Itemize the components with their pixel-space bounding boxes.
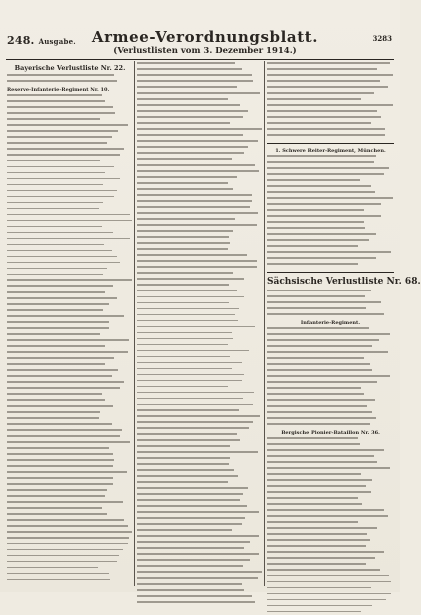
column-1 <box>7 61 133 592</box>
regiment-heading: Infanterie-Regiment. <box>300 320 361 327</box>
text-line <box>267 611 394 615</box>
text-line <box>267 369 394 374</box>
text-line <box>267 509 394 514</box>
text-line <box>267 539 394 544</box>
text-line <box>137 565 263 570</box>
text-line <box>137 182 263 187</box>
text-line <box>137 541 263 546</box>
text-line <box>267 209 394 214</box>
text-line <box>267 128 394 133</box>
casualty-list <box>137 62 263 605</box>
text-line <box>267 167 394 172</box>
text-line <box>137 589 263 594</box>
text-line <box>267 587 394 592</box>
text-line <box>137 350 263 355</box>
text-line <box>137 260 263 265</box>
text-line <box>267 423 394 428</box>
text-line <box>267 387 394 392</box>
casualty-list <box>267 62 394 138</box>
text-line <box>7 244 133 249</box>
casualty-list <box>267 155 394 267</box>
text-line <box>267 301 394 306</box>
text-line <box>267 221 394 226</box>
text-line <box>7 513 133 518</box>
text-line <box>267 551 394 556</box>
text-line <box>267 327 394 332</box>
page-number: 3283 <box>372 34 392 43</box>
text-line <box>7 124 133 129</box>
text-line <box>137 74 263 79</box>
text-line <box>267 443 394 448</box>
text-line <box>7 441 133 446</box>
text-line <box>137 272 263 277</box>
section-rule <box>267 143 394 144</box>
text-line <box>267 461 394 466</box>
text-line <box>267 333 394 338</box>
text-line <box>267 203 394 208</box>
text-line <box>7 579 133 584</box>
text-line <box>7 112 133 117</box>
text-line <box>7 208 133 213</box>
text-line <box>267 245 394 250</box>
text-line <box>267 104 394 109</box>
text-line <box>7 561 133 566</box>
text-line <box>137 224 263 229</box>
text-line <box>137 481 263 486</box>
text-line <box>137 409 263 414</box>
text-line <box>267 411 394 416</box>
text-line <box>267 345 394 350</box>
text-line <box>267 437 394 442</box>
text-line <box>137 583 263 588</box>
text-line <box>267 122 394 127</box>
text-line <box>7 501 133 506</box>
text-line <box>7 130 133 135</box>
text-line <box>267 393 394 398</box>
text-line <box>7 148 133 153</box>
header-rule <box>6 59 394 60</box>
text-line <box>267 173 394 178</box>
text-line <box>267 191 394 196</box>
section-rule <box>267 272 394 273</box>
text-line <box>137 194 263 199</box>
text-line <box>7 465 133 470</box>
section-title-saxon: Sächsische Verlustliste Nr. 68. <box>267 276 421 287</box>
text-line <box>137 152 263 157</box>
text-line <box>7 567 133 572</box>
text-line <box>7 285 133 290</box>
text-line <box>7 495 133 500</box>
text-line <box>7 178 133 183</box>
text-line <box>267 473 394 478</box>
text-line <box>137 445 263 450</box>
text-line <box>137 344 263 349</box>
text-line <box>7 309 133 314</box>
text-line <box>137 499 263 504</box>
regiment-heading: Bergische Pionier-Bataillon Nr. 36. <box>281 429 380 436</box>
text-line <box>137 296 263 301</box>
text-line <box>7 291 133 296</box>
text-line <box>267 98 394 103</box>
text-line <box>267 521 394 526</box>
text-line <box>137 559 263 564</box>
text-line <box>267 381 394 386</box>
text-line <box>7 477 133 482</box>
text-line <box>137 254 263 259</box>
casualty-list <box>7 94 133 583</box>
text-line <box>137 493 263 498</box>
text-line <box>7 297 133 302</box>
page-subtitle: (Verlustlisten vom 3. Dezember 1914.) <box>113 46 297 56</box>
text-line <box>7 274 133 279</box>
text-line <box>137 170 263 175</box>
text-line <box>137 511 263 516</box>
text-line <box>267 92 394 97</box>
regiment-heading: 1. Schwere Reiter-Regiment, München. <box>275 147 386 154</box>
text-line <box>137 362 263 367</box>
text-line <box>137 601 263 606</box>
text-line <box>137 266 263 271</box>
text-line <box>137 368 263 373</box>
text-line <box>267 599 394 604</box>
text-line <box>7 369 133 374</box>
text-line <box>137 398 263 403</box>
text-line <box>7 202 133 207</box>
text-line <box>7 459 133 464</box>
text-line <box>137 134 263 139</box>
text-line <box>7 100 133 105</box>
text-line <box>267 575 394 580</box>
text-line <box>7 429 133 434</box>
text-line <box>7 303 133 308</box>
text-line <box>267 251 394 256</box>
text-line <box>7 555 133 560</box>
text-line <box>7 405 133 410</box>
text-line <box>7 471 133 476</box>
text-line <box>267 545 394 550</box>
text-line <box>7 411 133 416</box>
text-line <box>7 537 133 542</box>
text-line <box>7 226 133 231</box>
text-line <box>137 374 263 379</box>
text-line <box>267 375 394 380</box>
text-line <box>267 339 394 344</box>
text-line <box>137 421 263 426</box>
issue-label: Ausgabe. <box>38 37 76 46</box>
text-line <box>137 302 263 307</box>
text-line <box>267 515 394 520</box>
text-line <box>267 313 394 318</box>
text-line <box>267 485 394 490</box>
text-line <box>137 92 263 97</box>
text-line <box>267 233 394 238</box>
text-line <box>267 605 394 610</box>
text-line <box>7 387 133 392</box>
text-line <box>7 525 133 530</box>
text-line <box>137 284 263 289</box>
text-line <box>7 363 133 368</box>
text-line <box>137 116 263 121</box>
text-line <box>267 491 394 496</box>
section-title-bavarian: Bayerische Verlustliste Nr. 22. <box>14 64 126 72</box>
text-line <box>137 86 263 91</box>
text-line <box>7 279 133 284</box>
text-line <box>7 268 133 273</box>
text-line <box>137 404 263 409</box>
text-line <box>137 236 263 241</box>
text-line <box>7 250 133 255</box>
text-line <box>137 278 263 283</box>
text-line <box>137 62 263 67</box>
casualty-list <box>267 327 394 427</box>
text-line <box>137 332 263 337</box>
text-line <box>137 218 263 223</box>
text-line <box>137 140 263 145</box>
text-line <box>7 321 133 326</box>
text-line <box>7 166 133 171</box>
text-line <box>267 197 394 202</box>
text-line <box>137 206 263 211</box>
text-line <box>7 238 133 243</box>
text-line <box>267 179 394 184</box>
page-title: Armee-Verordnungsblatt. <box>91 28 319 46</box>
column-3 <box>267 61 421 592</box>
text-line <box>137 176 263 181</box>
text-line <box>137 469 263 474</box>
text-line <box>267 86 394 91</box>
text-line <box>267 351 394 356</box>
text-line <box>267 227 394 232</box>
text-line <box>7 453 133 458</box>
text-line <box>7 549 133 554</box>
text-line <box>137 577 263 582</box>
text-line <box>267 257 394 262</box>
text-line <box>137 457 263 462</box>
text-line <box>137 451 263 456</box>
text-line <box>267 295 394 300</box>
text-line <box>137 122 263 127</box>
text-line <box>137 110 263 115</box>
text-line <box>7 507 133 512</box>
text-line <box>7 435 133 440</box>
text-line <box>7 80 133 85</box>
text-line <box>137 290 263 295</box>
column-divider <box>264 61 265 586</box>
text-line <box>7 357 133 362</box>
column-2 <box>137 61 263 592</box>
text-line <box>7 375 133 380</box>
issue-number: 248. Ausgabe. <box>7 34 76 47</box>
text-line <box>7 190 133 195</box>
column-divider <box>134 61 135 586</box>
text-line <box>137 98 263 103</box>
text-line <box>7 184 133 189</box>
text-line <box>267 363 394 368</box>
text-line <box>137 338 263 343</box>
text-line <box>137 386 263 391</box>
text-line <box>7 447 133 452</box>
text-line <box>267 527 394 532</box>
text-line <box>267 110 394 115</box>
text-line <box>7 381 133 386</box>
text-line <box>7 94 133 99</box>
text-line <box>7 74 133 79</box>
casualty-list <box>267 437 394 615</box>
text-line <box>7 339 133 344</box>
text-line <box>267 134 394 139</box>
text-line <box>267 399 394 404</box>
text-line <box>7 256 133 261</box>
text-line <box>7 483 133 488</box>
text-line <box>137 146 263 151</box>
text-line <box>137 523 263 528</box>
intro-lines <box>267 290 394 319</box>
text-line <box>7 214 133 219</box>
text-line <box>267 593 394 598</box>
text-line <box>137 242 263 247</box>
text-line <box>7 154 133 159</box>
text-line <box>7 196 133 201</box>
text-line <box>7 160 133 165</box>
regiment-heading: Reserve-Infanterie-Regiment Nr. 10. <box>7 86 110 93</box>
text-line <box>7 573 133 578</box>
text-line <box>267 503 394 508</box>
text-line <box>137 314 263 319</box>
text-line <box>137 415 263 420</box>
text-line <box>137 212 263 217</box>
text-line <box>7 543 133 548</box>
text-line <box>137 553 263 558</box>
text-line <box>137 487 263 492</box>
text-line <box>267 455 394 460</box>
text-line <box>137 439 263 444</box>
text-line <box>137 128 263 133</box>
text-line <box>137 158 263 163</box>
text-line <box>267 155 394 160</box>
text-line <box>267 497 394 502</box>
text-line <box>7 315 133 320</box>
text-line <box>7 531 133 536</box>
text-line <box>137 356 263 361</box>
text-line <box>7 142 133 147</box>
text-line <box>7 220 133 225</box>
text-line <box>267 449 394 454</box>
text-line <box>137 308 263 313</box>
text-line <box>7 489 133 494</box>
text-line <box>267 74 394 79</box>
text-line <box>267 405 394 410</box>
text-line <box>137 80 263 85</box>
text-line <box>267 215 394 220</box>
text-line <box>267 569 394 574</box>
text-line <box>7 136 133 141</box>
text-line <box>267 479 394 484</box>
text-line <box>137 392 263 397</box>
text-line <box>137 104 263 109</box>
text-line <box>267 239 394 244</box>
text-line <box>137 326 263 331</box>
text-line <box>267 62 394 67</box>
text-line <box>267 263 394 268</box>
text-line <box>267 563 394 568</box>
text-line <box>137 571 263 576</box>
text-line <box>137 505 263 510</box>
text-line <box>137 475 263 480</box>
text-line <box>267 307 394 312</box>
text-line <box>7 417 133 422</box>
text-line <box>267 116 394 121</box>
text-line <box>137 427 263 432</box>
text-line <box>137 320 263 325</box>
text-line <box>267 290 394 295</box>
text-line <box>267 557 394 562</box>
text-line <box>137 164 263 169</box>
intro-lines <box>7 74 133 85</box>
text-line <box>137 517 263 522</box>
text-line <box>137 188 263 193</box>
text-line <box>137 595 263 600</box>
text-line <box>7 399 133 404</box>
text-line <box>7 423 133 428</box>
text-line <box>137 433 263 438</box>
text-line <box>7 106 133 111</box>
text-line <box>137 248 263 253</box>
text-line <box>7 262 133 267</box>
text-line <box>267 357 394 362</box>
text-line <box>137 463 263 468</box>
text-line <box>137 380 263 385</box>
text-line <box>267 581 394 586</box>
text-line <box>7 393 133 398</box>
text-line <box>267 533 394 538</box>
text-line <box>7 519 133 524</box>
text-line <box>7 333 133 338</box>
text-line <box>7 118 133 123</box>
text-line <box>137 68 263 73</box>
text-line <box>267 80 394 85</box>
text-line <box>137 529 263 534</box>
text-line <box>7 327 133 332</box>
text-line <box>267 185 394 190</box>
text-line <box>267 417 394 422</box>
text-line <box>137 230 263 235</box>
text-line <box>137 200 263 205</box>
text-line <box>137 547 263 552</box>
text-line <box>7 351 133 356</box>
text-line <box>7 172 133 177</box>
text-line <box>267 161 394 166</box>
text-line <box>267 467 394 472</box>
text-line <box>137 535 263 540</box>
text-line <box>267 68 394 73</box>
text-line <box>7 232 133 237</box>
text-line <box>7 345 133 350</box>
